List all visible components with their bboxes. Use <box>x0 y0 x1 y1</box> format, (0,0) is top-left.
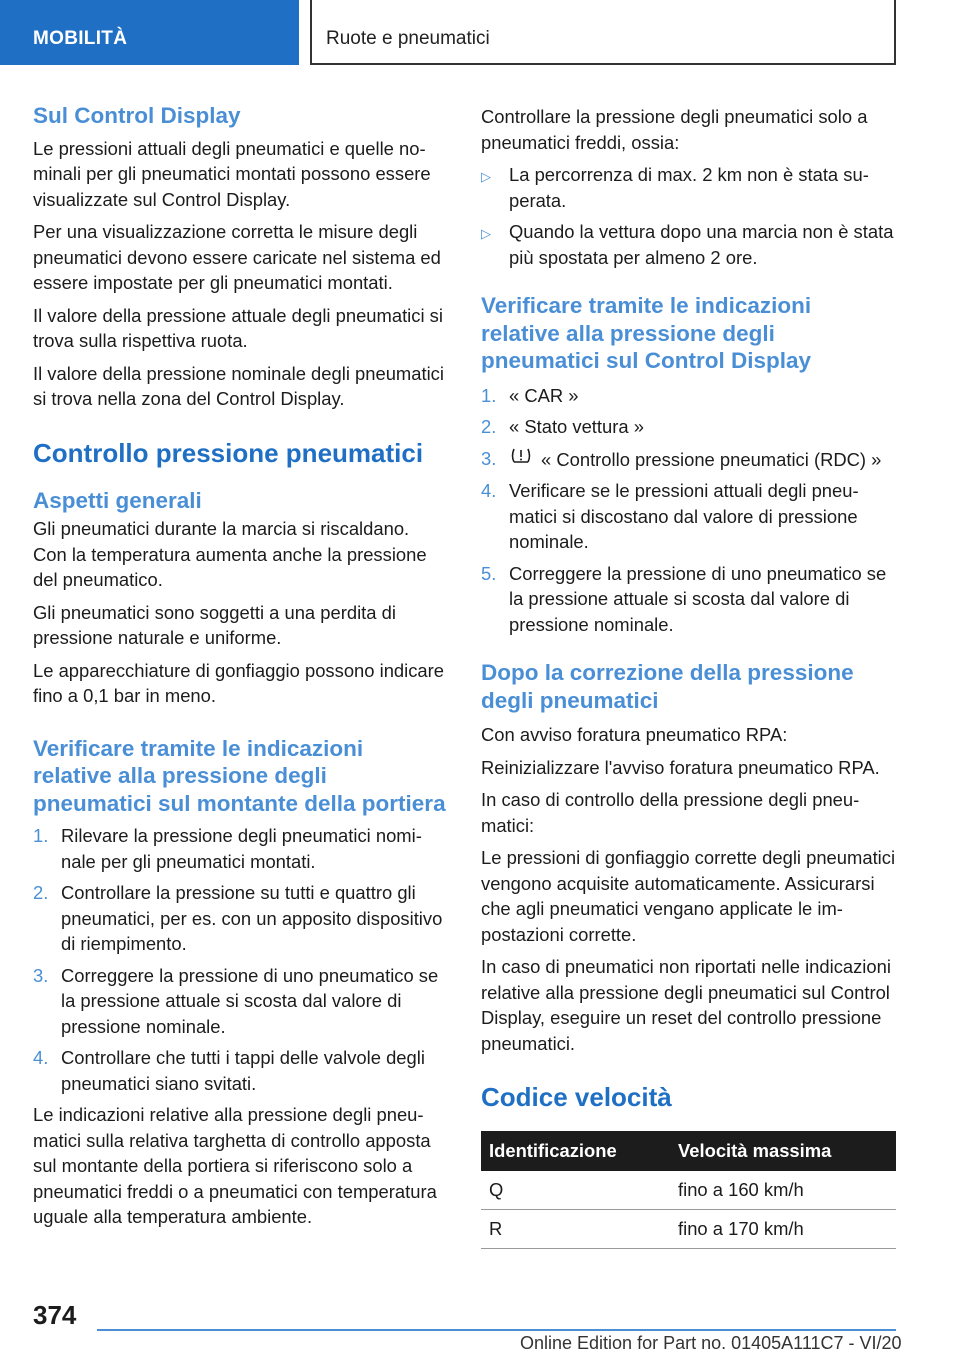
left-column <box>33 102 447 1237</box>
list-item <box>481 162 896 213</box>
paragraph: Gli pneumatici durante la marcia si riscaldano. Con la temperatura aumenta anche la pressione del pneumatico. <box>33 518 427 590</box>
table-cell: R <box>481 1210 670 1249</box>
step-text: Controllare che tutti i tappi delle valvole degli pneumatici siano svitati. <box>61 1047 425 1094</box>
heading-control-display-check: Verificare tramite le indicazioni relative alla pressione degli pneumatici sul Control Display <box>481 293 812 373</box>
speed-code-table <box>481 1131 896 1249</box>
heading-after-correction: Dopo la correzione della pressione degli pneumatici <box>481 660 854 713</box>
heading-tire-pressure-control: Controllo pressione pneumatici <box>33 437 424 468</box>
step-text: Controllare la pressione su tutti e quattro gli pneumatici, per es. con un apposito dispositivo di riempimento. <box>61 882 443 954</box>
list-item <box>33 1045 447 1096</box>
edition-text: Online Edition for Part no. 01405A111C7 - VI/20 <box>520 1333 902 1353</box>
step-text: Verificare se le pressioni attuali degli pneumatici si discostano dal valore di pressione nominale. <box>509 480 859 552</box>
step-number: 2. <box>33 882 49 903</box>
table-cell: fino a 170 km/h <box>670 1210 896 1249</box>
list-item <box>33 880 447 957</box>
triangle-bullet-icon: ▷ <box>481 169 491 184</box>
heading-door-pillar-check: Verificare tramite le indicazioni relative alla pressione degli pneumatici sul montante della portiera <box>33 735 446 816</box>
column-header: Identificazione <box>481 1131 670 1171</box>
list-item <box>481 383 896 409</box>
cold-conditions-list <box>481 162 896 270</box>
bullet-text: Quando la vettura dopo una marcia non è stata più spostata per almeno 2 ore. <box>509 221 894 268</box>
paragraph: Le pressioni attuali degli pneumatici e quelle nominali per gli pneumatici montati possono essere visualizzate sul Control Display. <box>33 137 431 210</box>
list-item <box>481 446 896 473</box>
table-cell: Q <box>481 1171 670 1210</box>
step-number: 1. <box>33 825 49 846</box>
paragraph: Le indicazioni relative alla pressione degli pneumatici sulla relativa targhetta di controllo apposta sul montante della portiera si riferiscono solo a pneumatici freddi o a pneumatici con temperatura uguale alla temperatura ambiente. <box>33 1104 437 1227</box>
cd-steps-list <box>481 383 896 638</box>
list-item <box>481 561 896 638</box>
step-text: « CAR » <box>509 384 579 406</box>
step-number: 5. <box>481 562 497 584</box>
table-row <box>481 1171 896 1210</box>
paragraph: Reinizializzare l'avviso foratura pneumatico RPA. <box>481 756 880 778</box>
section-title: MOBILITÀ <box>33 28 128 49</box>
heading-speed-code: Codice velocità <box>481 1082 672 1112</box>
footer-divider <box>97 1329 896 1331</box>
paragraph: Il valore della pressione nominale degli pneumatici si trova nella zona del Control Display. <box>33 362 444 409</box>
bullet-text: La percorrenza di max. 2 km non è stata superata. <box>509 164 869 211</box>
step-number: 3. <box>481 447 497 469</box>
paragraph: Gli pneumatici sono soggetti a una perdita di pressione naturale e uniforme. <box>33 601 396 648</box>
step-text: Rilevare la pressione degli pneumatici nominale per gli pneumatici montati. <box>61 825 422 872</box>
paragraph: In caso di pneumatici non riportati nelle indicazioni relative alla pressione degli pneumatici sul Control Display, eseguire un reset del controllo pressione pneumatici. <box>481 956 891 1054</box>
heading-control-display: Sul Control Display <box>33 103 241 128</box>
section-tab <box>0 0 299 65</box>
page-number: 374 <box>33 1300 77 1330</box>
triangle-bullet-icon: ▷ <box>481 226 491 241</box>
step-number: 4. <box>33 1047 49 1068</box>
step-number: 1. <box>481 384 497 406</box>
paragraph: In caso di controllo della pressione degli pneumatici: <box>481 789 860 836</box>
chapter-tab <box>310 0 896 65</box>
list-item <box>33 963 447 1040</box>
step-text: « Stato vettura » <box>509 416 644 437</box>
paragraph: Controllare la pressione degli pneumatici solo a pneumatici freddi, ossia: <box>481 106 868 153</box>
step-text: Correggere la pressione di uno pneumatico se la pressione attuale si scosta dal valore di pressione nominale. <box>509 562 887 635</box>
step-text: « Controllo pressione pneumatici (RDC) » <box>541 448 882 470</box>
list-item <box>481 478 896 555</box>
right-column <box>481 104 896 1249</box>
table-header-row <box>481 1131 896 1171</box>
table-cell: fino a 160 km/h <box>670 1171 896 1210</box>
tire-pressure-icon <box>509 446 541 473</box>
step-number: 3. <box>33 964 49 986</box>
step-number: 2. <box>481 416 497 437</box>
paragraph: Per una visualizzazione corretta le misure degli pneumatici devono essere caricate nel sistema ed essere impostate per gli pneumatici montati. <box>33 221 441 293</box>
list-item <box>481 414 896 440</box>
list-item <box>481 219 896 270</box>
door-steps-list <box>33 823 447 1096</box>
column-header: Velocità massima <box>670 1131 896 1171</box>
step-number: 4. <box>481 480 497 501</box>
heading-general: Aspetti generali <box>33 487 202 513</box>
paragraph: Le pressioni di gonfiaggio corrette degli pneumatici vengono acquisite automaticamente. Assicurarsi che agli pneumatici vengano applicate le impostazioni corrette. <box>481 847 896 945</box>
paragraph: Il valore della pressione attuale degli pneumatici si trova sulla rispettiva ruota. <box>33 304 443 351</box>
paragraph: Le apparecchiature di gonfiaggio possono indicare fino a 0,1 bar in meno. <box>33 659 445 706</box>
list-item <box>33 823 447 874</box>
table-row <box>481 1210 896 1249</box>
chapter-title: Ruote e pneumatici <box>326 28 490 49</box>
step-text: Correggere la pressione di uno pneumatico se la pressione attuale si scosta dal valore di pressione nominale. <box>61 964 439 1037</box>
paragraph: Con avviso foratura pneumatico RPA: <box>481 724 788 745</box>
